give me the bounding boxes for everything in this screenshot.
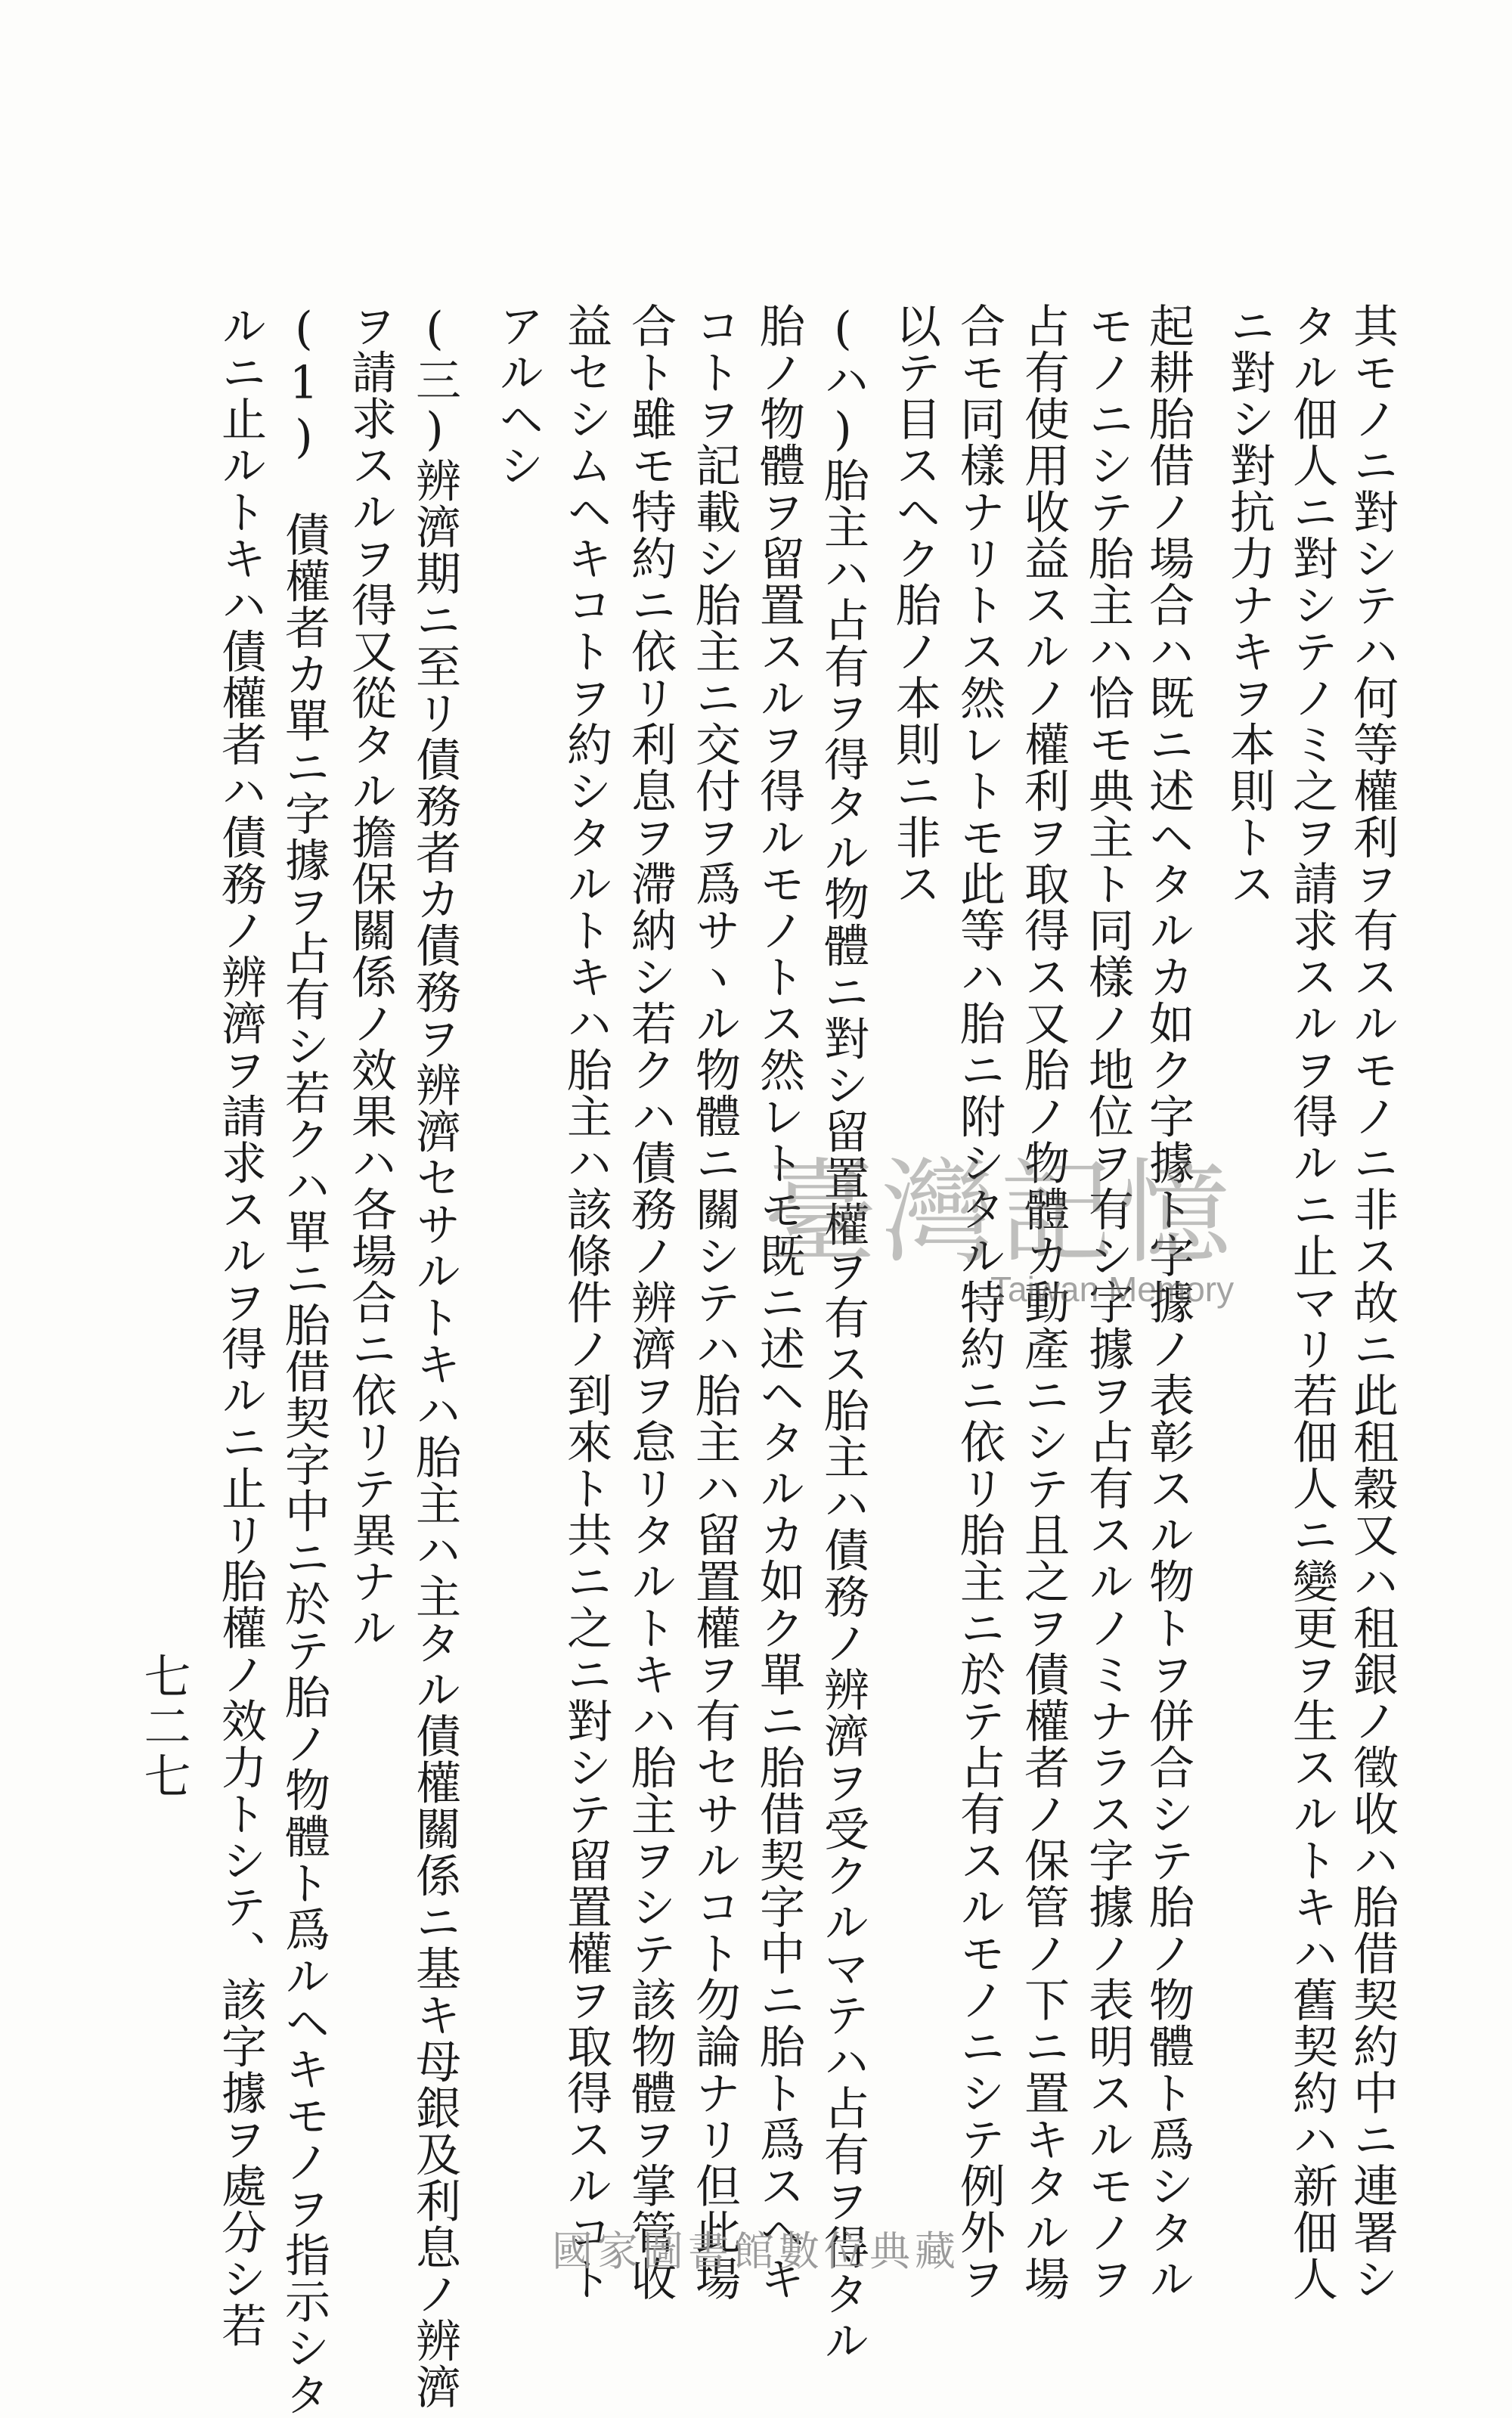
text-column-9: (ハ)胎主ハ占有ヲ得タル物體ニ對シ留置權ヲ有ス胎主ハ債務ノ辨濟ヲ受クルマテハ占有ヲ得タル — [816, 302, 869, 2364]
text-column-11: コトヲ記載シ胎主ニ交付ヲ爲サヽル物體ニ關シテハ胎主ハ留置權ヲ有セサルコト勿論ナリ但此場 — [688, 302, 741, 2302]
text-column-8: 以テ目スヘク胎ノ本則ニ非ス — [888, 302, 941, 907]
footer-archive-label: 國家圖書館數位典藏 — [552, 2227, 960, 2275]
page-number: 七二七 — [136, 1652, 191, 1802]
text-column-7: 合モ同樣ナリトス然レトモ此等ハ胎ニ附シタル特約ニ依リ胎主ニ於テ占有スルモノニシテ例外ヲ — [953, 302, 1005, 2302]
text-column-2: タル佃人ニ對シテノミ之ヲ請求スルヲ得ルニ止マリ若佃人ニ變更ヲ生スルトキハ舊契約ハ新佃人 — [1285, 302, 1338, 2302]
text-column-6: 占有使用收益スルノ權利ヲ取得ス又胎ノ物體カ動產ニシテ且之ヲ債權者ノ保管ノ下ニ置キタル場 — [1017, 302, 1070, 2302]
text-column-18: ルニ止ルトキハ債權者ハ債務ノ辨濟ヲ請求スルヲ得ルニ止リ胎權ノ效力トシテ、該字據ヲ處分シ若 — [214, 302, 267, 2348]
watermark-title: 臺灣記憶 — [764, 1148, 1236, 1279]
text-column-10: 胎ノ物體ヲ留置スルヲ得ルモノトス然レトモ既ニ述ヘタルカ如ク單ニ胎借契字中ニ胎ト爲スヘキ — [752, 302, 805, 2302]
text-column-16: ヲ請求スルヲ得又從タル擔保關係ノ效果ハ各場合ニ依リテ異ナル — [344, 302, 397, 1651]
watermark-subtitle: Taiwan Memory — [990, 1269, 1235, 1309]
text-column-12: 合ト雖モ特約ニ依リ利息ヲ滯納シ若クハ債務ノ辨濟ヲ怠リタルトキハ胎主ヲシテ該物體ヲ掌管收 — [624, 302, 677, 2302]
text-column-17: (1) 債權者カ單ニ字據ヲ占有シ若クハ單ニ胎借契字中ニ於テ胎ノ物體ト爲ルヘキモノヲ指示シタ — [277, 302, 330, 2418]
text-column-14: アルヘシ — [491, 302, 544, 488]
text-column-5: モノニシテ胎主ハ恰モ典主ト同樣ノ地位ヲ有シ字據ヲ占有スルノミナラス字據ノ表明スルモノヲ — [1081, 302, 1134, 2302]
text-column-1: 其モノニ對シテハ何等權利ヲ有スルモノニ非ス故ニ此租穀又ハ租銀ノ徵收ハ胎借契約中ニ連署シ — [1346, 302, 1399, 2302]
text-column-4: 起耕胎借ノ場合ハ既ニ述ヘタルカ如ク字據ト字據ノ表彰スル物トヲ併合シテ胎ノ物體ト爲シタル — [1142, 302, 1194, 2302]
text-column-3: ニ對シ對抗力ナキヲ本則トス — [1222, 302, 1275, 907]
text-column-13: 益セシムヘキコトヲ約シタルトキハ胎主ハ該條件ノ到來ト共ニ之ニ對シテ留置權ヲ取得スルコト — [559, 302, 612, 2302]
text-column-15: (三)辨濟期ニ至リ債務者カ債務ヲ辨濟セサルトキハ胎主ハ主タル債權關係ニ基キ母銀及利息ノ辨濟 — [408, 302, 461, 2410]
